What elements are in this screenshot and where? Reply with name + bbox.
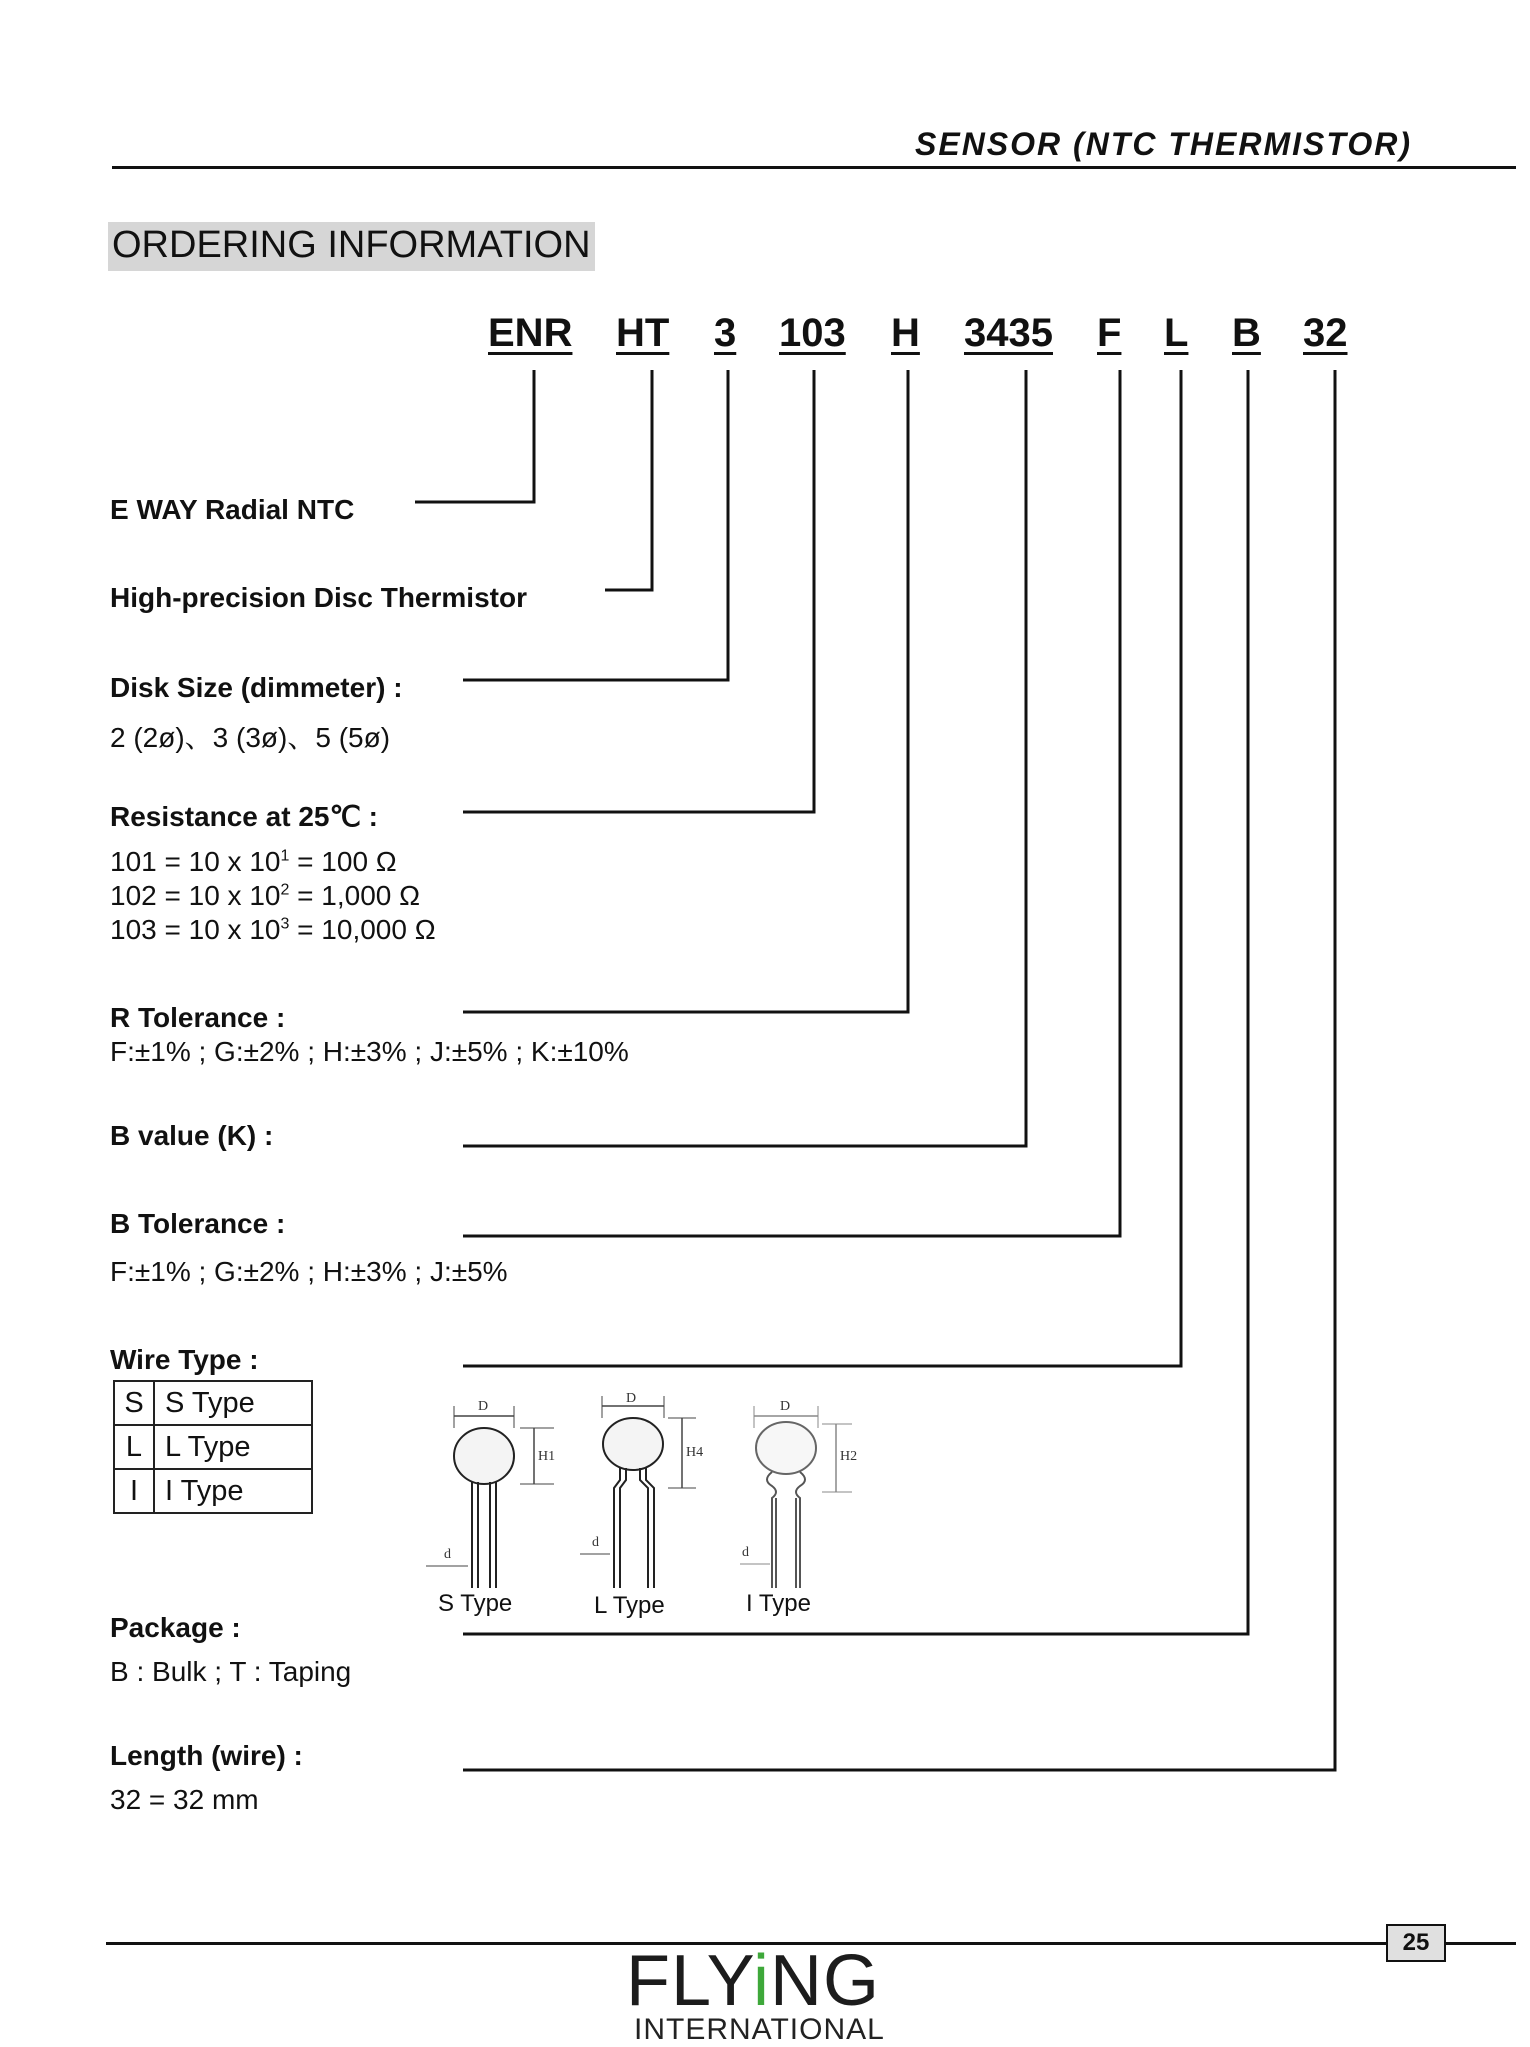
line-b-value bbox=[463, 370, 1026, 1146]
section-title: ORDERING INFORMATION bbox=[108, 222, 595, 271]
table-row bbox=[114, 1425, 312, 1469]
line-b-tolerance bbox=[463, 370, 1120, 1236]
code-length: 32 bbox=[1303, 311, 1348, 355]
l-type-diagram bbox=[580, 1391, 703, 1588]
line-series bbox=[415, 370, 534, 502]
svg-text:H1: H1 bbox=[538, 1449, 556, 1464]
label-length: Length (wire) : bbox=[110, 1740, 303, 1771]
label-b-tolerance: B Tolerance : bbox=[110, 1208, 286, 1239]
caption-i-type: I Type bbox=[746, 1590, 811, 1617]
page-number: 25 bbox=[1386, 1924, 1446, 1962]
wire-type-table bbox=[113, 1380, 313, 1514]
label-type: High-precision Disc Thermistor bbox=[110, 582, 527, 613]
code-b-tolerance: F bbox=[1097, 311, 1122, 355]
wire-name: I Type bbox=[154, 1469, 312, 1513]
desc-length: 32 = 32 mm bbox=[110, 1784, 259, 1815]
company-logo: FLYiNG bbox=[626, 1941, 881, 2021]
wire-name: L Type bbox=[154, 1425, 312, 1469]
code-resistance: 103 bbox=[779, 311, 846, 355]
label-resistance: Resistance at 25℃ : bbox=[110, 801, 379, 832]
wire-type-diagrams bbox=[420, 1388, 900, 1618]
wire-code: I bbox=[114, 1469, 154, 1513]
svg-text:H2: H2 bbox=[840, 1449, 858, 1464]
code-b-value: 3435 bbox=[964, 311, 1053, 355]
company-logo-subtitle: INTERNATIONAL bbox=[634, 2013, 885, 2046]
desc-disk-size: 2 (2ø)、3 (3ø)、5 (5ø) bbox=[110, 722, 391, 753]
label-package: Package : bbox=[110, 1612, 241, 1643]
s-type-diagram bbox=[426, 1399, 555, 1588]
caption-s-type: S Type bbox=[438, 1590, 513, 1617]
code-disk-size: 3 bbox=[714, 311, 737, 355]
code-wire-type: L bbox=[1164, 311, 1189, 355]
line-wire-type bbox=[463, 370, 1181, 1366]
label-r-tolerance: R Tolerance : bbox=[110, 1002, 286, 1033]
label-series: E WAY Radial NTC bbox=[110, 494, 355, 525]
code-type: HT bbox=[616, 311, 670, 355]
table-row bbox=[114, 1469, 312, 1513]
label-wire-type: Wire Type : bbox=[110, 1344, 259, 1375]
line-r-tolerance bbox=[463, 370, 908, 1012]
i-type-diagram bbox=[740, 1399, 857, 1588]
desc-r-tolerance: F:±1% ; G:±2% ; H:±3% ; J:±5% ; K:±10% bbox=[110, 1036, 629, 1067]
svg-text:D: D bbox=[780, 1399, 791, 1414]
svg-text:d: d bbox=[742, 1545, 749, 1560]
label-disk-size: Disk Size (dimmeter) : bbox=[110, 672, 403, 703]
code-package: B bbox=[1232, 311, 1261, 355]
desc-b-tolerance: F:±1% ; G:±2% ; H:±3% ; J:±5% bbox=[110, 1256, 508, 1287]
line-disk-size bbox=[463, 370, 728, 680]
caption-l-type: L Type bbox=[594, 1592, 665, 1619]
resistance-row: 103 = 10 x $10^3 = 10,000$ Ω bbox=[110, 914, 436, 945]
line-type bbox=[605, 370, 652, 590]
svg-text:d: d bbox=[444, 1547, 451, 1562]
svg-text:D: D bbox=[478, 1399, 489, 1414]
table-row bbox=[114, 1381, 312, 1425]
code-series: ENR bbox=[488, 311, 573, 355]
svg-text:D: D bbox=[626, 1391, 637, 1406]
code-r-tolerance: H bbox=[891, 311, 920, 355]
resistance-row: 101 = 10 x $10^1 = 100$ Ω bbox=[110, 846, 397, 877]
resistance-row: 102 = 10 x $10^2 = 1,000$ Ω bbox=[110, 880, 421, 911]
svg-text:H4: H4 bbox=[686, 1445, 704, 1460]
wire-code: S bbox=[114, 1381, 154, 1425]
header-title: SENSOR (NTC THERMISTOR) bbox=[915, 126, 1412, 162]
svg-text:d: d bbox=[592, 1535, 599, 1550]
desc-package: B : Bulk ; T : Taping bbox=[110, 1656, 352, 1687]
label-b-value: B value (K) : bbox=[110, 1120, 274, 1151]
wire-code: L bbox=[114, 1425, 154, 1469]
wire-name: S Type bbox=[154, 1381, 312, 1425]
